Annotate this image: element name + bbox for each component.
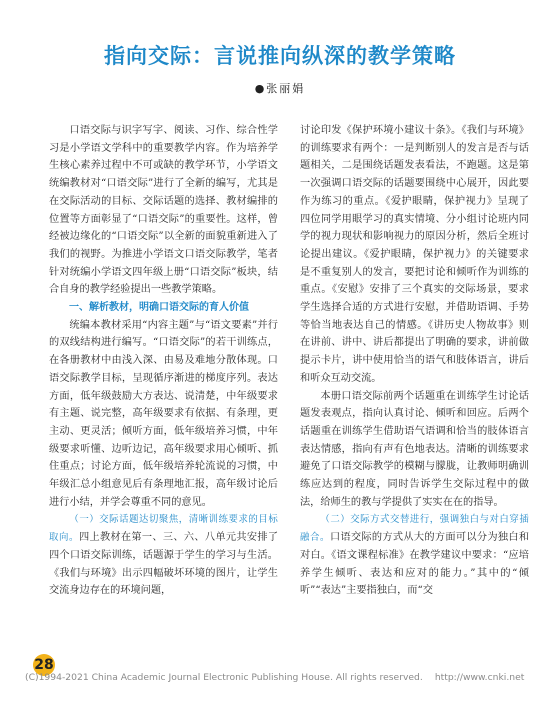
page-number-badge: 28	[33, 654, 55, 676]
left-column	[49, 122, 278, 600]
paragraph: 本册口语交际前两个话题重在训练学生讨论话题发表观点，指向认真讨论、倾听和回应。后两个话题重在训练学生借助语气语调和恰当的肢体语言表达情感，指向有声有色地表达。清晰的训练要求避免了口语交际教学的模糊与朦胧，让教师明确训练应达到的程度，同时告诉学生交际过程中的做法，给师生的教与学提供了实实在在的指导。	[300, 390, 529, 508]
subheading-2: （二）交际方式交替进行，强调独白与对白穿插融合。	[300, 514, 529, 544]
article-title: 指向交际：言说推向纵深的教学策略	[104, 44, 456, 68]
paragraph-text: 口语交际的方式从大的方面可以分为独白和对白。《语文课程标准》在教学建议中要求：“应培养学生倾听、表达和应对的能力。”其中的“倾听”“表达”主要指独白，而“交	[300, 532, 530, 597]
paragraph: 统编本教材采用“内容主题”与“语文要素”并行的双线结构进行编写。“口语交际”的若干训练点，在各册教材中由浅入深、由易及难地分散体现。口语交际教学目标，呈现循序渐进的梯度序列。表达方面，低年级鼓励大方表达、说清楚，中年级要求有主题、说完整，高年级要求有依据、有条理，更主动、更灵活；倾听方面，低年级培养习惯，中年级要求听懂、边听边记，高年级要求用心倾听、抓住重点；讨论方面，低年级培养轮流说的习惯，中年级汇总小组意见后有条理地汇报，高年级讨论后进行小结，并学会尊重不同的意见。	[49, 319, 278, 508]
paragraph-text: 四上教材在第一、三、六、八单元共安排了四个口语交际训练，话题源于学生的学习与生活。《我们与环境》出示四幅破坏环境的图片，让学生交流身边存在的环境问题，	[49, 532, 279, 597]
copyright-footer	[25, 672, 545, 683]
right-column	[300, 122, 529, 600]
paragraph-with-subheading	[300, 511, 529, 600]
paragraph-continued: 讨论印发《保护环境小建议十条》。《我们与环境》的训练要求有两个：一是判断别人的发言是否与话题相关，二是围绕话题发表看法，不跑题。这是第一次强调口语交际的话题要围绕中心展开，因此要作为练习的重点。《爱护眼睛，保护视力》呈现了四位同学用眼学习的真实情境、分小组讨论班内同学的视力现状和影响视力的原因分析，然后全班讨论提出建议。《爱护眼睛，保护视力》的关键要求是不重复别人的发言，要把讨论和倾听作为训练的重点。《安慰》安排了三个真实的交际场景，要求学生选择合适的方式进行安慰，并借助语调、手势等恰当地表达自己的情感。《讲历史人物故事》则在讲前、讲中、讲后都提出了明确的要求，讲前做提示卡片，讲中使用恰当的语气和肢体语言，讲后和听众互动交流。	[300, 125, 529, 384]
paragraph-with-subheading	[49, 511, 278, 600]
footer-url: http://www.cnki.net	[434, 672, 525, 683]
copyright-text: (C)1994-2021 China Academic Journal Electronic Publishing House. All rights reserved.	[25, 672, 423, 683]
section-heading-1: 一、解析教材，明确口语交际的育人价值	[69, 302, 249, 314]
intro-paragraph: 口语交际与识字写字、阅读、习作、综合性学习是小学语文学科中的重要教学内容。作为培养学生核心素养过程中不可或缺的教学环节，小学语文统编教材对“口语交际”进行了全新的编写，尤其是在交际活动的目标、交际话题的选择、教材编排的位置等方面彰显了“口语交际”的重要性。这样，曾经被边缘化的“口语交际”以全新的面貌重新进入了我们的视野。为推进小学语文口语交际教学，笔者针对统编小学语文四年级上册“口语交际”板块，结合自身的教学经验提出一些教学策略。	[49, 125, 278, 296]
subheading-1: （一）交际话题达切聚焦，清晰训练要求的目标取向。	[49, 514, 278, 544]
author-byline: ●张丽娟	[254, 82, 306, 95]
